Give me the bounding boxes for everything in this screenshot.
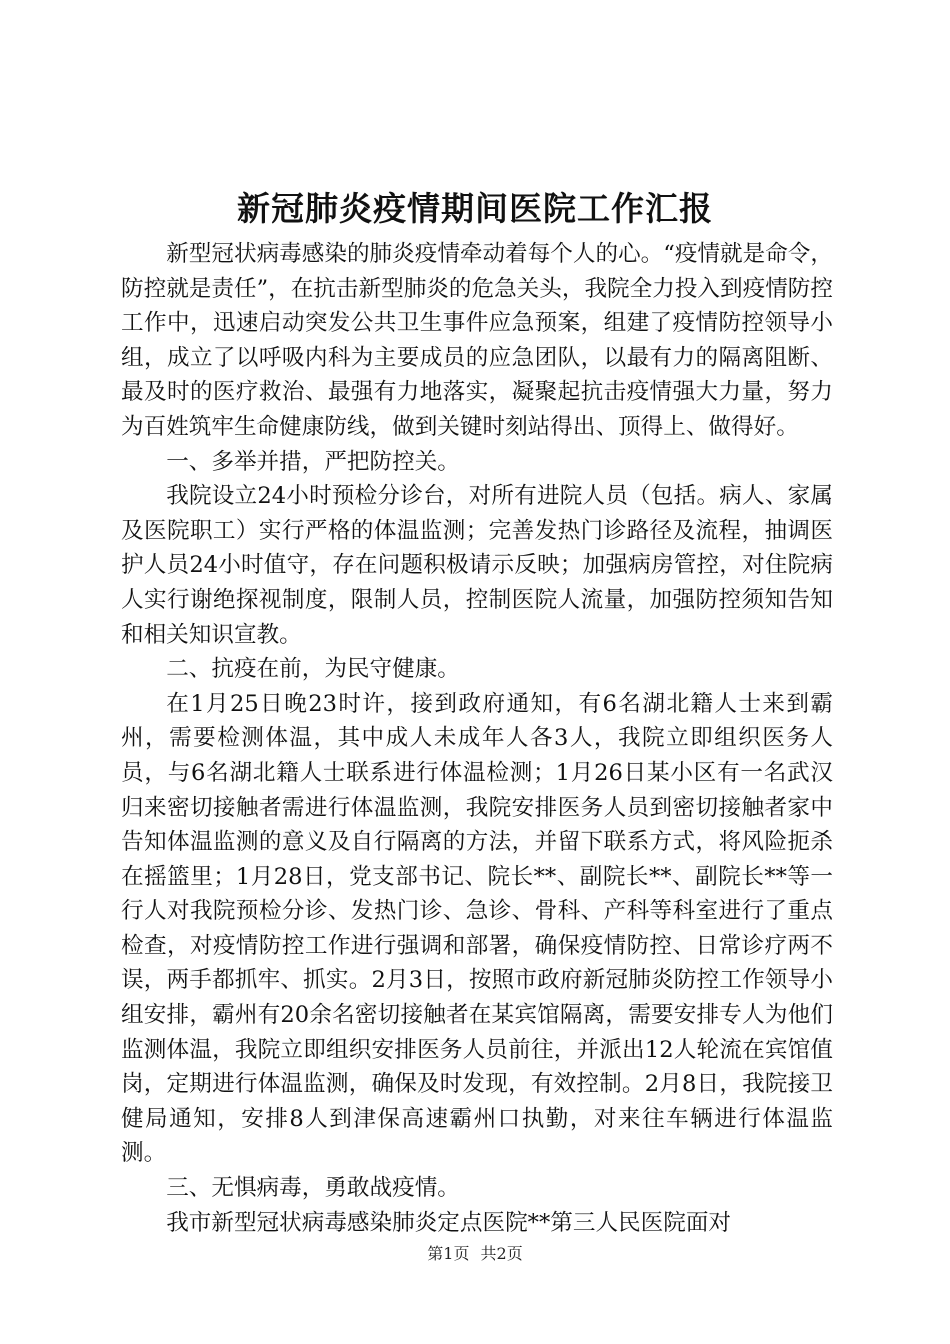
page-number: 第1页 [427,1244,470,1263]
document-body [121,237,833,1240]
section-heading-2: 二、抗疫在前，为民守健康。 [166,656,460,683]
section-heading-1: 一、多举并措，严把防控关。 [166,448,460,475]
page-total: 共2页 [480,1244,523,1263]
intro-paragraph: 新型冠状病毒感染的肺炎疫情牵动着每个人的心。“疫情就是命令，防控就是责任”，在抗击新型肺炎的危急关头，我院全力投入到疫情防控工作中，迅速启动突发公共卫生事件应急预案，组建了疫情防控领导小组，成立了以呼吸内科为主要成员的应急团队，以最有力的隔离阻断、最及时的医疗救治、最强有力地落实，凝聚起抗击疫情强大力量，努力为百姓筑牢生命健康防线，做到关键时刻站得出、顶得上、做得好。 [121,241,833,440]
section-heading-3: 三、无惧病毒，勇敢战疫情。 [166,1175,460,1202]
section-3-paragraph: 我市新型冠状病毒感染肺炎定点医院**第三人民医院面对 [166,1209,732,1236]
document-title: 新冠肺炎疫情期间医院工作汇报 [237,189,713,228]
page-footer [0,1242,950,1266]
section-1-paragraph: 我院设立24小时预检分诊台，对所有进院人员（包括。病人、家属及医院职工）实行严格的体温监测；完善发热门诊路径及流程，抽调医护人员24小时值守，存在问题积极请示反映；加强病房管控，对住院病人实行谢绝探视制度，限制人员，控制医院人流量，加强防控须知告知和相关知识宣教。 [121,483,833,648]
section-2-paragraph: 在1月25日晚23时许，接到政府通知，有6名湖北籍人士来到霸州，需要检测体温，其中成人未成年人各3人，我院立即组织医务人员，与6名湖北籍人士联系进行体温检测；1月26日某小区有一名武汉归来密切接触者需进行体温监测，我院安排医务人员到密切接触者家中告知体温监测的意义及自行隔离的方法，并留下联系方式，将风险扼杀在摇篮里；1月28日，党支部书记、院长**、副院长**、副院长**等一行人对我院预检分诊、发热门诊、急诊、骨科、产科等科室进行了重点检查，对疫情防控工作进行强调和部署，确保疫情防控、日常诊疗两不误，两手都抓牢、抓实。2月3日，按照市政府新冠肺炎防控工作领导小组安排，霸州有20余名密切接触者在某宾馆隔离，需要安排专人为他们监测体温，我院立即组织安排医务人员前往，并派出12人轮流在宾馆值岗，定期进行体温监测，确保及时发现，有效控制。2月8日，我院接卫健局通知，安排8人到津保高速霸州口执勤，对来往车辆进行体温监测。 [121,690,833,1167]
